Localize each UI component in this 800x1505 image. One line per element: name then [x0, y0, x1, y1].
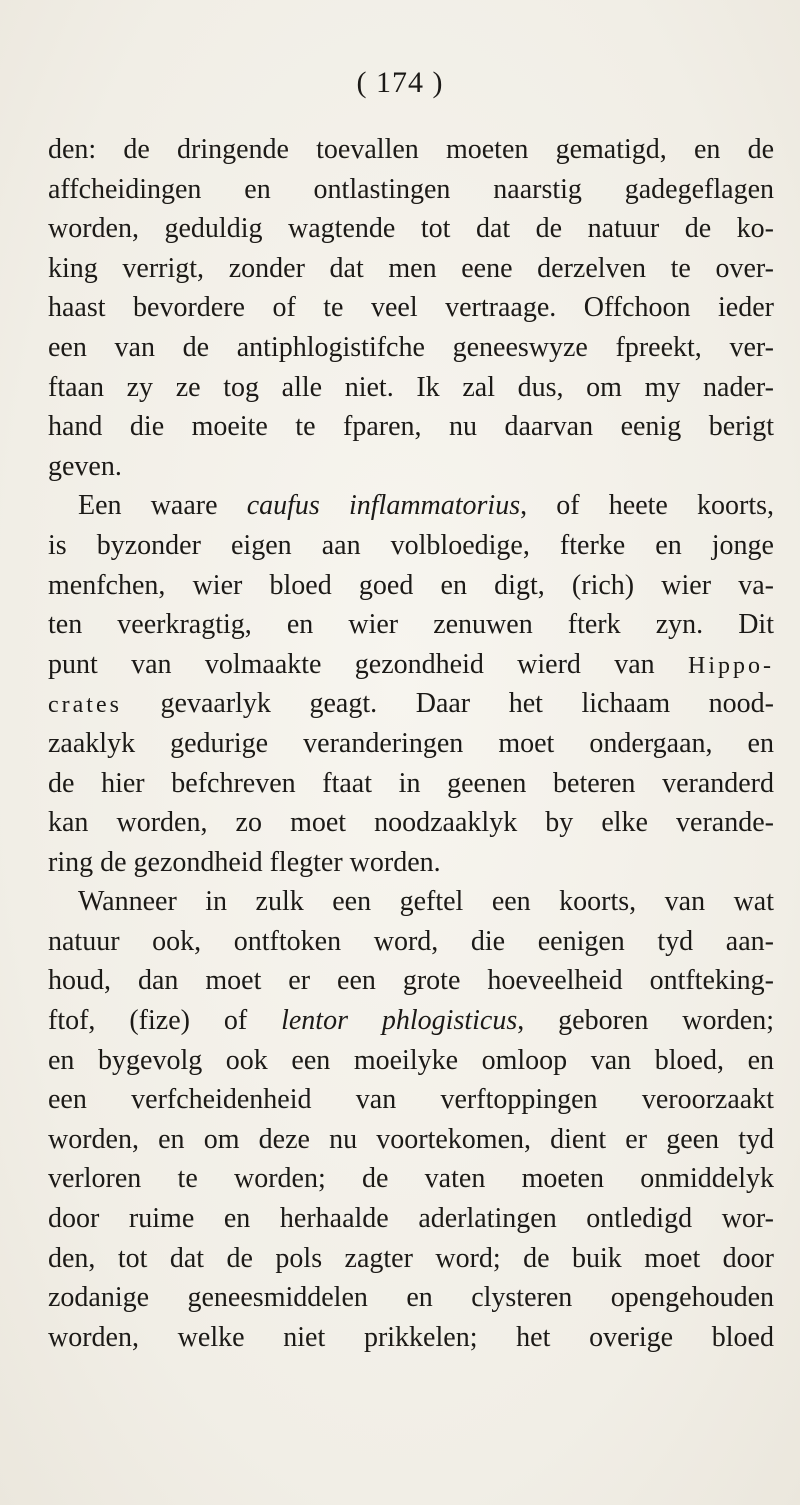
text-segment: Een waare — [78, 490, 247, 522]
body-text — [48, 130, 774, 1357]
text-line — [48, 843, 774, 883]
text-segment: ten veerkragtig, en wier zenuwen fterk zyn. Dit — [48, 609, 774, 641]
text-line — [48, 961, 774, 1001]
text-segment: punt van volmaakte gezondheid wierd van — [48, 648, 688, 680]
text-line — [48, 130, 774, 170]
text-line — [48, 368, 774, 408]
text-segment: king verrigt, zonder dat men eene derzelven te over- — [48, 252, 774, 284]
text-segment: houd, dan moet er een grote hoeveelheid ontfteking- — [48, 965, 774, 997]
text-line — [48, 566, 774, 606]
text-segment: een van de antiphlogistifche geneeswyze fpreekt, ver- — [48, 331, 774, 363]
text-segment: Wanneer in zulk een geftel een koorts, van wat — [78, 886, 774, 918]
text-line — [48, 526, 774, 566]
italic-term: lentor phlogisticus — [281, 1005, 518, 1037]
text-segment: ftof, (fize) of — [48, 1005, 282, 1037]
text-segment: , geboren worden; — [517, 1005, 774, 1037]
small-caps-name: Hippo- — [688, 652, 774, 679]
text-line — [48, 486, 774, 526]
text-line — [48, 1239, 774, 1279]
text-segment: is byzonder eigen aan volbloedige, fterke en jonge — [48, 529, 774, 561]
text-line — [48, 249, 774, 289]
text-line — [48, 209, 774, 249]
text-segment: zodanige geneesmiddelen en clysteren opengehouden — [48, 1282, 774, 1314]
text-line — [48, 1159, 774, 1199]
text-line — [48, 684, 774, 724]
text-line — [48, 328, 774, 368]
small-caps-name: crates — [48, 692, 122, 719]
text-segment: zaaklyk gedurige veranderingen moet ondergaan, en — [48, 727, 774, 759]
text-line — [48, 1278, 774, 1318]
text-line — [48, 170, 774, 210]
text-line — [48, 1041, 774, 1081]
text-segment: door ruime en herhaalde aderlatingen ontledigd wor- — [48, 1203, 774, 1235]
text-segment: gevaarlyk geagt. Daar het lichaam nood- — [121, 688, 774, 720]
text-line — [48, 288, 774, 328]
text-line — [48, 922, 774, 962]
text-line — [48, 1001, 774, 1041]
text-segment: een verfcheidenheid van verftoppingen veroorzaakt — [48, 1084, 774, 1116]
text-line — [48, 1080, 774, 1120]
text-line — [48, 764, 774, 804]
text-segment: kan worden, zo moet noodzaaklyk by elke verande- — [48, 807, 774, 839]
text-line — [48, 724, 774, 764]
text-segment: , of heete koorts, — [520, 490, 775, 522]
text-segment: en bygevolg ook een moeilyke omloop van bloed, en — [48, 1044, 774, 1076]
text-line — [48, 803, 774, 843]
text-segment: worden, welke niet prikkelen; het overige bloed — [48, 1321, 774, 1353]
text-segment: geven. — [48, 450, 122, 482]
text-segment: den: de dringende toevallen moeten gematigd, en de — [48, 134, 774, 165]
text-segment: ftaan zy ze tog alle niet. Ik zal dus, om my nader- — [48, 371, 774, 403]
text-line — [48, 605, 774, 645]
text-line — [48, 645, 774, 685]
text-segment: verloren te worden; de vaten moeten onmiddelyk — [48, 1163, 774, 1195]
text-line — [48, 447, 774, 487]
text-line — [48, 1120, 774, 1160]
text-line — [48, 1318, 774, 1358]
page-number: ( 174 ) — [356, 66, 444, 99]
text-segment: de hier befchreven ftaat in geenen beteren veranderd — [48, 767, 774, 799]
text-segment: den, tot dat de pols zagter word; de buik moet door — [48, 1242, 774, 1274]
text-segment: hand die moeite te fparen, nu daarvan eenig berigt — [48, 411, 774, 443]
text-segment: affcheidingen en ontlastingen naarstig gadegeflagen — [48, 173, 774, 205]
text-segment: natuur ook, ontftoken word, die eenigen tyd aan- — [48, 925, 774, 957]
italic-term: caufus inflammatorius — [246, 490, 521, 522]
text-segment: worden, geduldig wagtende tot dat de natuur de ko- — [48, 213, 774, 245]
text-segment: haast bevordere of te veel vertraage. Offchoon ieder — [48, 292, 774, 324]
text-line — [48, 407, 774, 447]
text-line — [48, 1199, 774, 1239]
text-segment: menfchen, wier bloed goed en digt, (rich) wier va- — [48, 569, 774, 601]
text-segment: worden, en om deze nu voortekomen, dient er geen tyd — [48, 1123, 774, 1155]
text-segment: ring de gezondheid flegter worden. — [48, 846, 441, 878]
text-line — [48, 882, 774, 922]
